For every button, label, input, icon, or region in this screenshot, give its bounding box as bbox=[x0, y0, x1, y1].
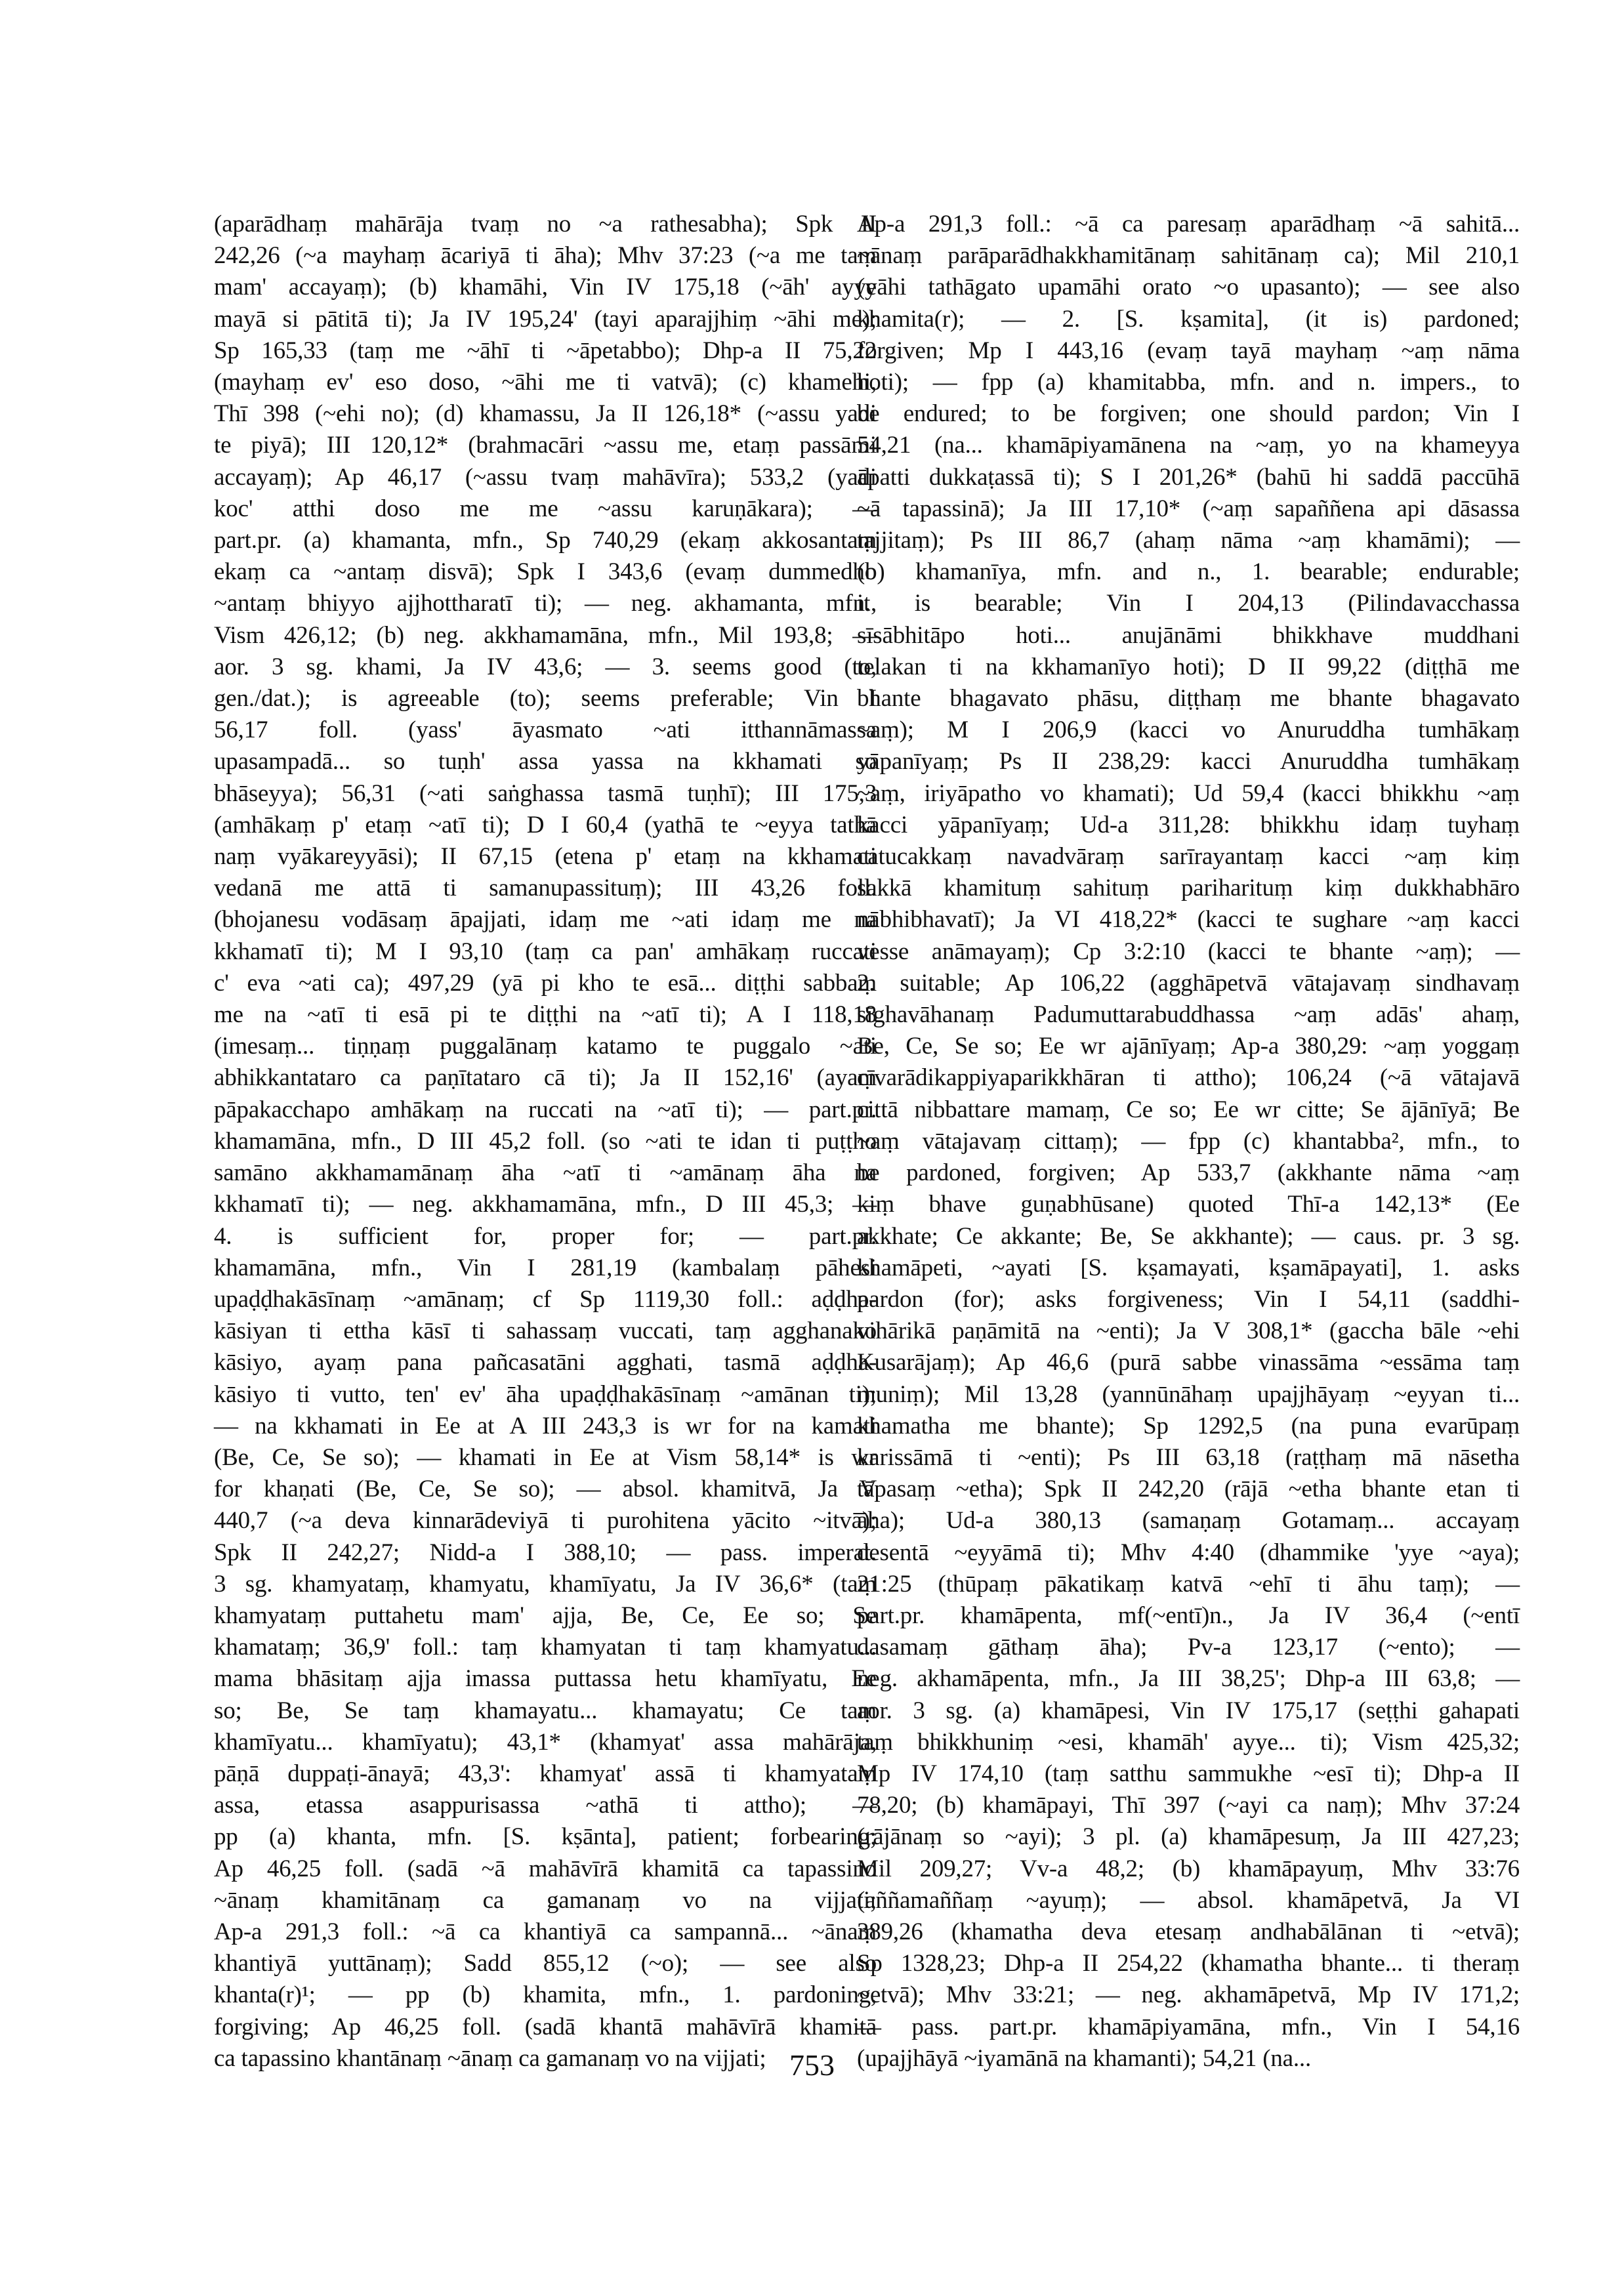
text-line: Be, Ce, Se so; Ee wr ajānīyaṃ; Ap-a 380,29: ~aṃ yoggaṃ bbox=[857, 1033, 1520, 1060]
text-line: ekaṃ ca ~antaṃ disvā); Spk I 343,6 (evaṃ dummedho bbox=[214, 558, 877, 586]
text-line: Ap-a 291,3 foll.: ~ā ca khantiyā ca sampannā... ~ānaṃ bbox=[214, 1918, 877, 1945]
text-line: kiṃ bhave guṇabhūsane) quoted Thī-a 142,13* (Ee bbox=[857, 1191, 1520, 1218]
text-line: 4. is sufficient for, proper for; — part.pr. bbox=[214, 1222, 877, 1250]
text-line: khamīyatu... khamīyatu); 43,1* (khamyat' assa mahārāja, bbox=[214, 1728, 877, 1756]
text-line: vesse anāmayaṃ); Cp 3:2:10 (kacci te bhante ~aṃ); — bbox=[857, 938, 1520, 965]
text-line: upasampadā... so tuṇh' assa yassa na kkhamati so bbox=[214, 748, 877, 775]
text-line: ~ā tapassinā); Ja III 17,10* (~aṃ sapaññena api dāsassa bbox=[857, 495, 1520, 522]
text-line: (aññamaññaṃ ~ayuṃ); — absol. khamāpetvā, Ja VI bbox=[857, 1886, 1520, 1914]
text-line: — na kkhamati in Ee at A III 243,3 is wr for na kamati bbox=[214, 1412, 877, 1439]
text-line: samāno akkhamamānaṃ āha ~atī ti ~amānaṃ āha na bbox=[214, 1159, 877, 1187]
text-line: for khaṇati (Be, Ce, Se so); — absol. khamitvā, Ja V bbox=[214, 1476, 877, 1503]
text-line: (b) khamanīya, mfn. and n., 1. bearable; endurable; bbox=[857, 558, 1520, 586]
text-line: ~etvā); Mhv 33:21; — neg. akhamāpetvā, Mp IV 171,2; bbox=[857, 1981, 1520, 2009]
text-line: Spk II 242,27; Nidd-a I 388,10; — pass. imperat. bbox=[214, 1539, 877, 1566]
text-line: aor. 3 sg. khami, Ja IV 43,6; — 3. seems good (to, bbox=[214, 653, 877, 680]
text-line: khamita(r); — 2. [S. kṣamita], (it is) pardoned; bbox=[857, 305, 1520, 333]
text-line: naṃ vyākareyyāsi); II 67,15 (etena p' etaṃ na kkhamati bbox=[214, 843, 877, 871]
text-line: vedanā me attā ti samanupassituṃ); III 43,26 foll. bbox=[214, 875, 877, 902]
text-line: Ap 46,25 foll. (sadā ~ā mahāvīrā khamitā ca tapassino bbox=[214, 1855, 877, 1882]
text-line: karissāmā ti ~enti); Ps III 63,18 (raṭṭhaṃ mā nāsetha bbox=[857, 1443, 1520, 1471]
text-line: sakkā khamituṃ sahituṃ pariharituṃ kiṃ dukkhabhāro bbox=[857, 875, 1520, 902]
text-line: ~aṃ, iriyāpatho vo khamati); Ud 59,4 (kacci bhikkhu ~aṃ bbox=[857, 779, 1520, 807]
text-line: — pass. part.pr. khamāpiyamāna, mfn., Vin I 54,16 bbox=[857, 2013, 1520, 2040]
text-line: part.pr. (a) khamanta, mfn., Sp 740,29 (ekaṃ akkosantaṃ bbox=[214, 527, 877, 554]
text-line: upaḍḍhakāsīnaṃ ~amānaṃ; cf Sp 1119,30 foll.: aḍḍha- bbox=[214, 1285, 877, 1313]
text-line: pardon (for); asks forgiveness; Vin I 54,11 (saddhi- bbox=[857, 1285, 1520, 1313]
text-line: (yāhi tathāgato upamāhi orato ~o upasanto); — see also bbox=[857, 274, 1520, 301]
text-line: 78,20; (b) khamāpayi, Thī 397 (~ayi ca naṃ); Mhv 37:24 bbox=[857, 1792, 1520, 1819]
text-line: gen./dat.); is agreeable (to); seems preferable; Vin I bbox=[214, 685, 877, 713]
text-line: c' eva ~ati ca); 497,29 (yā pi kho te esā... diṭṭhi sabbaṃ bbox=[214, 969, 877, 997]
text-line: part.pr. khamāpenta, mf(~entī)n., Ja IV 36,4 (~entī bbox=[857, 1602, 1520, 1629]
text-line: (upajjhāyā ~iyamānā na khamanti); 54,21 (na... bbox=[857, 2044, 1311, 2072]
text-line: ~ānaṃ khamitānaṃ ca gamanaṃ vo na vijjati; bbox=[214, 1886, 877, 1914]
page-number: 753 bbox=[789, 2048, 835, 2082]
text-line: mayā si pātitā ti); Ja IV 195,24' (tayi aparajjhiṃ ~āhi me); bbox=[214, 305, 877, 333]
text-line: 2. suitable; Ap 106,22 (agghāpetvā vātajavaṃ sindhavaṃ bbox=[857, 969, 1520, 997]
text-line: ca tapassino khantānaṃ ~ānaṃ ca gamanaṃ vo na vijjati; bbox=[214, 2044, 766, 2072]
text-line: me na ~atī ti esā pi te diṭṭhi na ~atī ti); A I 118,18 bbox=[214, 1001, 877, 1029]
text-line: akkhate; Ce akkante; Be, Se akkhante); — caus. pr. 3 sg. bbox=[857, 1222, 1520, 1250]
text-line: kāsiyan ti ettha kāsī ti sahassaṃ vuccati, taṃ agghanako bbox=[214, 1317, 877, 1345]
text-line: vihārikā paṇāmitā na ~enti); Ja V 308,1* (gaccha bāle ~ehi bbox=[857, 1317, 1520, 1345]
text-line: 56,17 foll. (yass' āyasmato ~ati itthannāmassa bbox=[214, 716, 877, 744]
text-line: it is bearable; Vin I 204,13 (Pilindavacchassa bbox=[857, 590, 1520, 617]
text-line: Vism 426,12; (b) neg. akkhamamāna, mfn., Mil 193,8; — bbox=[214, 621, 877, 649]
text-line: khamyataṃ puttahetu mam' ajja, Be, Ce, Ee so; Se bbox=[214, 1602, 877, 1629]
text-line: 3 sg. khamyataṃ, khamyatu, khamīyatu, Ja IV 36,6* (taṃ bbox=[214, 1570, 877, 1598]
text-line: khamatha me bhante); Sp 1292,5 (na puna evarūpaṃ bbox=[857, 1412, 1520, 1439]
text-line: yāpanīyaṃ; Ps II 238,29: kacci Anuruddha tumhākaṃ bbox=[857, 748, 1520, 775]
text-line: be pardoned, forgiven; Ap 533,7 (akkhante nāma ~aṃ bbox=[857, 1159, 1520, 1187]
text-line: khantiyā yuttānaṃ); Sadd 855,12 (~o); — see also bbox=[214, 1950, 877, 1977]
text-line: ~antaṃ bhiyyo ajjhottharatī ti); — neg. akhamanta, mfn., bbox=[214, 590, 877, 617]
right-text-column bbox=[857, 209, 1520, 2072]
text-line: khamamāna, mfn., D III 45,2 foll. (so ~ati te idan ti puṭṭho bbox=[214, 1127, 877, 1155]
text-line: bhāseyya); 56,31 (~ati saṅghassa tasmā tuṇhī); III 175,3 bbox=[214, 779, 877, 807]
text-line: khanta(r)¹; — pp (b) khamita, mfn., 1. pardoning, bbox=[214, 1981, 877, 2009]
text-line: khamataṃ; 36,9' foll.: taṃ khamyatan ti taṃ khamyatu... bbox=[214, 1634, 877, 1661]
text-line: āha); Ud-a 380,13 (samaṇaṃ Gotamaṃ... accayaṃ bbox=[857, 1507, 1520, 1535]
text-line: koc' atthi doso me me ~assu karuṇākara); — bbox=[214, 495, 877, 522]
text-line: (bhojanesu vodāsaṃ āpajjati, idaṃ me ~ati idaṃ me na bbox=[214, 906, 877, 934]
text-line: ~ānaṃ parāparādhakkhamitānaṃ sahitānaṃ ca); Mil 210,1 bbox=[857, 242, 1520, 270]
text-line: mama bhāsitaṃ ajja imassa puttassa hetu khamīyatu, Ee bbox=[214, 1665, 877, 1693]
text-line: muniṃ); Mil 13,28 (yannūnāhaṃ upajjhāyaṃ ~eyyan ti... bbox=[857, 1380, 1520, 1408]
text-line: abhikkantataro ca paṇītataro cā ti); Ja II 152,16' (ayaṃ bbox=[214, 1064, 877, 1092]
text-line: āpatti dukkaṭassā ti); S I 201,26* (bahū hi saddā paccūhā bbox=[857, 463, 1520, 491]
text-line: tajjitaṃ); Ps III 86,7 (ahaṃ nāma ~aṃ khamāmi); — bbox=[857, 527, 1520, 554]
left-text-column bbox=[214, 209, 877, 2072]
text-line: be endured; to be forgiven; one should pardon; Vin I bbox=[857, 400, 1520, 428]
text-line: kāsiyo, ayaṃ pana pañcasatāni agghati, tasmā aḍḍha- bbox=[214, 1349, 877, 1376]
text-line: Mil 209,27; Vv-a 48,2; (b) khamāpayuṃ, Mhv 33:76 bbox=[857, 1855, 1520, 1882]
text-line: kāsiyo ti vutto, ten' ev' āha upaḍḍhakāsīnaṃ ~amānan ti); bbox=[214, 1380, 877, 1408]
text-line: hoti); — fpp (a) khamitabba, mfn. and n. impers., to bbox=[857, 369, 1520, 396]
text-line: sīsābhitāpo hoti... anujānāmi bhikkhave muddhani bbox=[857, 621, 1520, 649]
text-line: cīvarādikappiyaparikkhāran ti attho); 106,24 (~ā vātajavā bbox=[857, 1064, 1520, 1092]
text-line: kkhamatī ti); M I 93,10 (taṃ ca pan' amhākaṃ ruccati bbox=[214, 938, 877, 965]
text-line: neg. akhamāpenta, mfn., Ja III 38,25'; Dhp-a III 63,8; — bbox=[857, 1665, 1520, 1693]
text-line: nābhibhavatī); Ja VI 418,22* (kacci te sughare ~aṃ kacci bbox=[857, 906, 1520, 934]
text-line: 21:25 (thūpaṃ pākatikaṃ katvā ~ehī ti āhu taṃ); — bbox=[857, 1570, 1520, 1598]
text-line: Ap-a 291,3 foll.: ~ā ca paresaṃ aparādhaṃ ~ā sahitā... bbox=[857, 211, 1520, 238]
text-line: 440,7 (~a deva kinnarādeviyā ti purohitena yācito ~itvā); bbox=[214, 1507, 877, 1535]
text-line: Sp 165,33 (taṃ me ~āhī ti ~āpetabbo); Dhp-a II 75,22 bbox=[214, 337, 877, 364]
text-line: Mp IV 174,10 (taṃ satthu sammukhe ~esī ti); Dhp-a II bbox=[857, 1760, 1520, 1787]
text-line: 242,26 (~a mayhaṃ ācariyā ti āha); Mhv 37:23 (~a me taṃ bbox=[214, 242, 877, 270]
text-line: kacci yāpanīyaṃ; Ud-a 311,28: bhikkhu idaṃ tuyhaṃ bbox=[857, 811, 1520, 838]
text-line: pp (a) khanta, mfn. [S. kṣānta], patient; forbearing; bbox=[214, 1823, 877, 1851]
text-line: (rājānaṃ so ~ayi); 3 pl. (a) khamāpesuṃ, Ja III 427,23; bbox=[857, 1823, 1520, 1851]
text-line: Sp 1328,23; Dhp-a II 254,22 (khamatha bhante... ti theraṃ bbox=[857, 1950, 1520, 1977]
text-line: te piyā); III 120,12* (brahmacāri ~assu me, etaṃ passāmi bbox=[214, 432, 877, 459]
text-line: forgiven; Mp I 443,16 (evaṃ tayā mayhaṃ ~aṃ nāma bbox=[857, 337, 1520, 364]
text-line: taṃ bhikkhuniṃ ~esi, khamāh' ayye... ti); Vism 425,32; bbox=[857, 1728, 1520, 1756]
text-line: kkhamatī ti); — neg. akkhamamāna, mfn., D III 45,3; — bbox=[214, 1191, 877, 1218]
text-line: ~aṃ vātajavaṃ cittaṃ); — fpp (c) khantabba², mfn., to bbox=[857, 1127, 1520, 1155]
text-line: accayaṃ); Ap 46,17 (~assu tvaṃ mahāvīra); 533,2 (yadi bbox=[214, 463, 877, 491]
text-line: cittā nibbattare mamaṃ, Ce so; Ee wr citte; Se ājānīyā; Be bbox=[857, 1096, 1520, 1123]
text-line: catucakkaṃ navadvāraṃ sarīrayantaṃ kacci ~aṃ kiṃ bbox=[857, 843, 1520, 871]
text-line: Thī 398 (~ehi no); (d) khamassu, Ja II 126,18* (~assu yadi bbox=[214, 400, 877, 428]
text-line: pāṇā duppaṭi-ānayā; 43,3': khamyat' assā ti khamyataṃ bbox=[214, 1760, 877, 1787]
text-line: Kusarājaṃ); Ap 46,6 (purā sabbe vinassāma ~essāma taṃ bbox=[857, 1349, 1520, 1376]
text-line: so; Be, Se taṃ khamayatu... khamayatu; Ce taṃ bbox=[214, 1697, 877, 1724]
text-line: bhante bhagavato phāsu, diṭṭhaṃ me bhante bhagavato bbox=[857, 685, 1520, 713]
text-line: ~aṃ); M I 206,9 (kacci vo Anuruddha tumhākaṃ bbox=[857, 716, 1520, 744]
text-line: desentā ~eyyāmā ti); Mhv 4:40 (dhammike 'yye ~aya); bbox=[857, 1539, 1520, 1566]
text-line: telakan ti na kkhamanīyo hoti); D II 99,22 (diṭṭhā me bbox=[857, 653, 1520, 680]
text-line: 54,21 (na... khamāpiyamānena na ~aṃ, yo na khameyya bbox=[857, 432, 1520, 459]
text-line: aor. 3 sg. (a) khamāpesi, Vin IV 175,17 (seṭṭhi gahapati bbox=[857, 1697, 1520, 1724]
text-line: pāpakacchapo amhākaṃ na ruccati na ~atī ti); — part.pr. bbox=[214, 1096, 877, 1123]
text-line: (Be, Ce, Se so); — khamati in Ee at Vism 58,14* is wr bbox=[214, 1443, 877, 1471]
text-line: (imesaṃ... tiṇṇaṃ puggalānaṃ katamo te puggalo ~ati bbox=[214, 1033, 877, 1060]
text-line: (aparādhaṃ mahārāja tvaṃ no ~a rathesabha); Spk II bbox=[214, 211, 877, 238]
text-line: sīghavāhanaṃ Padumuttarabuddhassa ~aṃ adās' ahaṃ, bbox=[857, 1001, 1520, 1029]
text-line: khamamāna, mfn., Vin I 281,19 (kambalaṃ pāhesi bbox=[214, 1254, 877, 1281]
text-line: dasamaṃ gāthaṃ āha); Pv-a 123,17 (~ento); — bbox=[857, 1634, 1520, 1661]
text-line: 389,26 (khamatha deva etesaṃ andhabālānan ti ~etvā); bbox=[857, 1918, 1520, 1945]
text-line: khamāpeti, ~ayati [S. kṣamayati, kṣamāpayati], 1. asks bbox=[857, 1254, 1520, 1281]
text-line: forgiving; Ap 46,25 foll. (sadā khantā mahāvīrā khamitā bbox=[214, 2013, 877, 2040]
text-line: tāpasaṃ ~etha); Spk II 242,20 (rājā ~etha bhante etan ti bbox=[857, 1476, 1520, 1503]
text-line: assa, etassa asappurisassa ~athā ti attho); — bbox=[214, 1792, 877, 1819]
text-line: mam' accayaṃ); (b) khamāhi, Vin IV 175,18 (~āh' ayye bbox=[214, 274, 877, 301]
text-line: (amhākaṃ p' etaṃ ~atī ti); D I 60,4 (yathā te ~eyya tathā bbox=[214, 811, 877, 838]
text-line: (mayhaṃ ev' eso doso, ~āhi me ti vatvā); (c) khamehi, bbox=[214, 369, 877, 396]
